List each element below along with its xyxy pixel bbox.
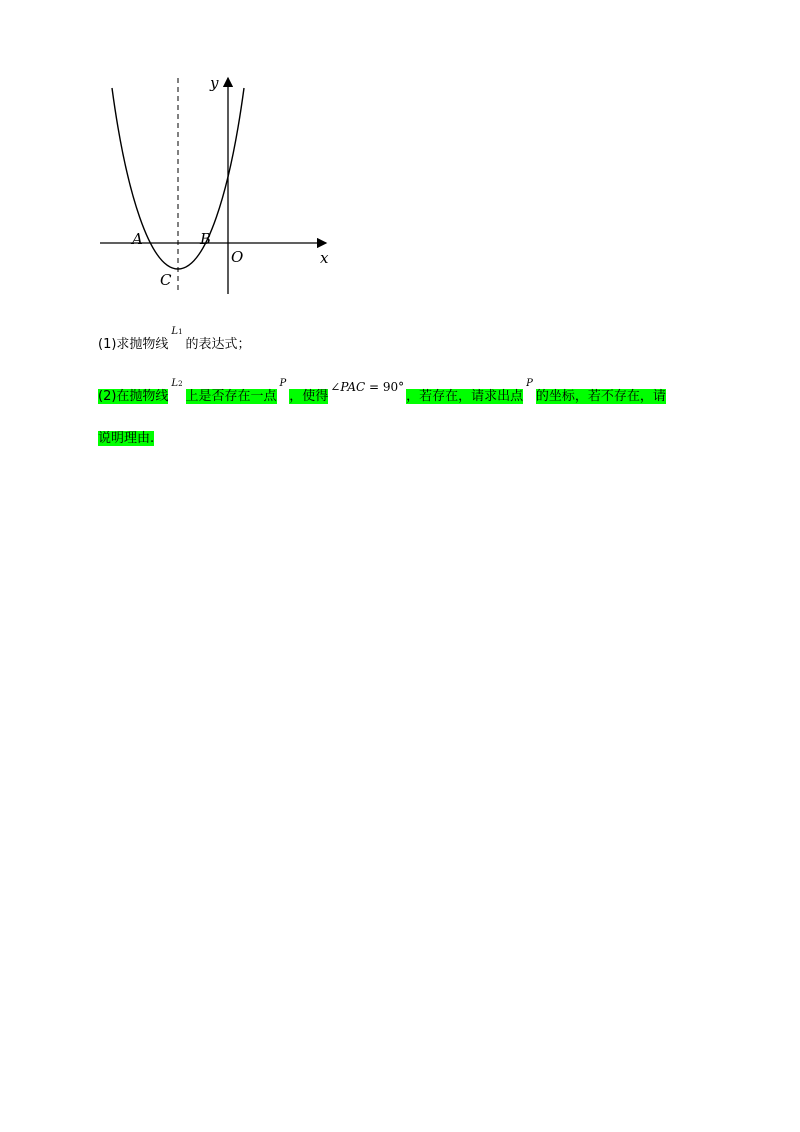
q2-P-symbol-2: P <box>526 378 533 389</box>
q1-prefix: (1)求抛物线 <box>98 337 169 352</box>
label-O: O <box>231 248 244 266</box>
label-C: C <box>160 271 172 289</box>
question-2-line-1 <box>98 378 666 406</box>
q2-part1: (2)在抛物线 <box>98 389 169 404</box>
label-y: y <box>210 74 219 92</box>
q1-suffix: 的表达式； <box>185 337 251 352</box>
q2-part5: 的坐标，若不存在，请 <box>535 389 666 404</box>
q2-P-symbol-1: P <box>279 378 287 389</box>
q2-part3: ，使得 <box>289 389 329 404</box>
label-B: B <box>200 230 212 248</box>
label-x: x <box>320 249 329 267</box>
question-2-line-2 <box>98 431 154 447</box>
q2-L-symbol: L2 <box>171 378 183 389</box>
q2-angle-expression: ∠PAC = 90° <box>330 380 405 394</box>
parabola-figure <box>96 72 336 302</box>
q2-part6: 说明理由. <box>98 431 155 446</box>
q2-part2: 上是否存在一点 <box>185 389 277 404</box>
parabola-graph <box>96 72 336 302</box>
q1-L-symbol: L1 <box>171 326 183 337</box>
label-A: A <box>132 230 143 248</box>
q2-part4: ，若存在，请求出点 <box>406 389 524 404</box>
question-1 <box>98 326 251 354</box>
